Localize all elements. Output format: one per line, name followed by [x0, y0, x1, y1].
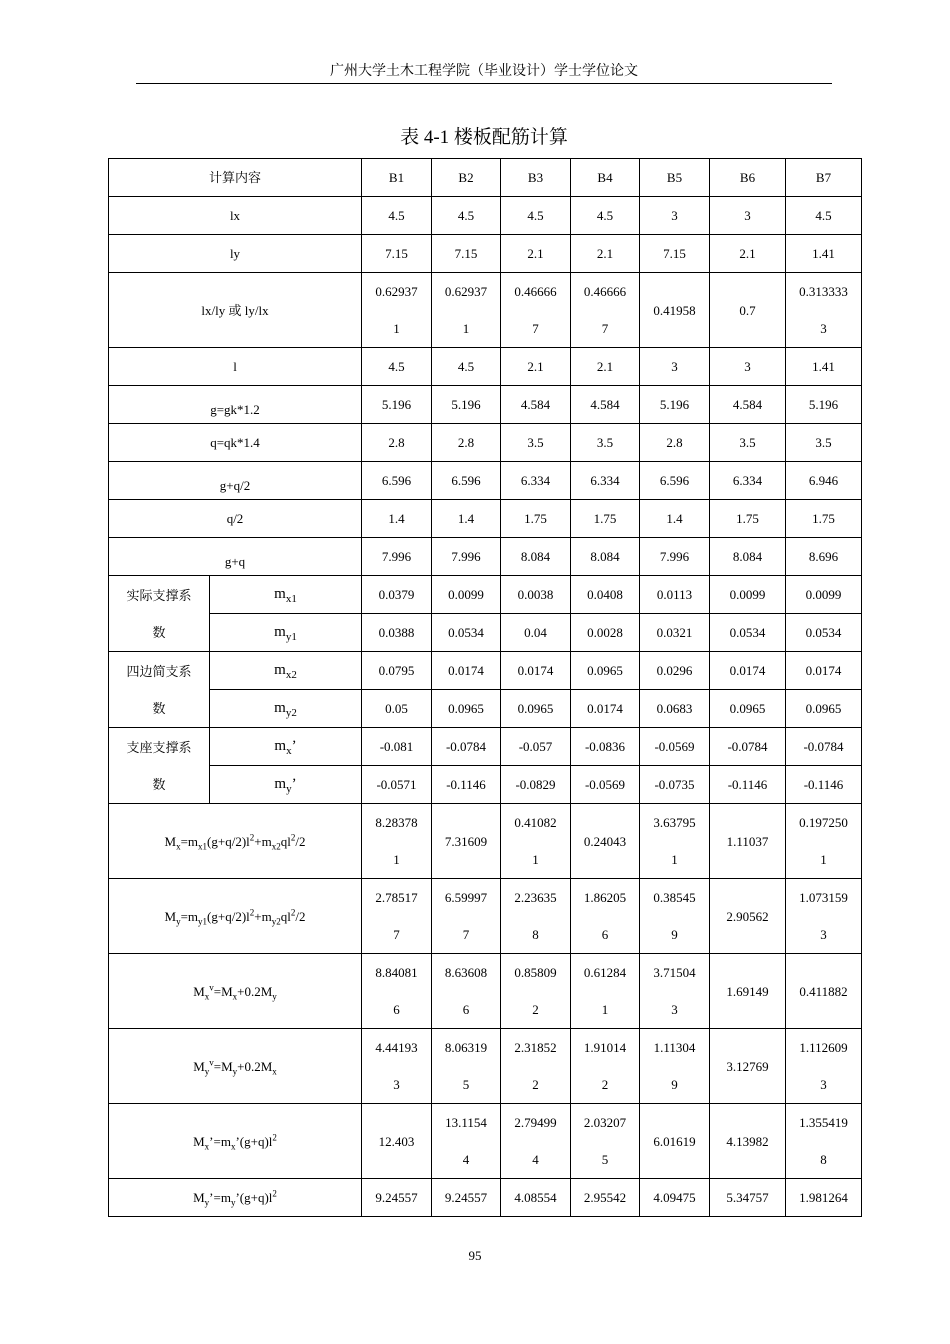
- cell: 8.696: [786, 538, 862, 576]
- cell: 2.03207 5: [571, 1104, 640, 1179]
- table-row-Mxv: [109, 954, 862, 1029]
- cell: 1.112609 3: [786, 1029, 862, 1104]
- formula-My: $M_y=m_{y1}(g+q/2)l^2+m_{y2}ql^2/2$: [109, 879, 362, 954]
- cell: 0.197250 1: [786, 804, 862, 879]
- cell: 0.61284 1: [571, 954, 640, 1029]
- cell: 12.403: [362, 1104, 432, 1179]
- cell: 2.31852 2: [501, 1029, 571, 1104]
- cell: -0.0735: [640, 766, 710, 804]
- cell: 1.4: [640, 500, 710, 538]
- cell: 8.63608 6: [432, 954, 501, 1029]
- row-label: lx/ly 或 ly/lx: [109, 273, 362, 348]
- cell: -0.0784: [786, 728, 862, 766]
- cell: 0.46666 7: [571, 273, 640, 348]
- cell: 0.0683: [640, 690, 710, 728]
- cell: -0.0569: [571, 766, 640, 804]
- formula-Mxv: $M_x^v=M_x+0.2M_y$: [109, 954, 362, 1029]
- cell: 0.46666 7: [501, 273, 571, 348]
- table-header-row: [109, 159, 862, 197]
- cell: 0.0099: [710, 576, 786, 614]
- coef-label-my-prime: $m_y$’: [210, 766, 362, 804]
- table-row-Mx: [109, 804, 862, 879]
- cell: 1.981264: [786, 1179, 862, 1217]
- cell: 7.996: [362, 538, 432, 576]
- table-row-q: [109, 424, 862, 462]
- table-row-ratio: [109, 273, 862, 348]
- cell: 2.79499 4: [501, 1104, 571, 1179]
- table-row-g: [109, 386, 862, 424]
- cell: 0.0795: [362, 652, 432, 690]
- cell: 6.596: [362, 462, 432, 500]
- cell: 8.084: [710, 538, 786, 576]
- cell: 3: [640, 197, 710, 235]
- cell: -0.1146: [786, 766, 862, 804]
- cell: 3.63795 1: [640, 804, 710, 879]
- cell: 2.90562: [710, 879, 786, 954]
- table-row-Myv: [109, 1029, 862, 1104]
- cell: 0.7: [710, 273, 786, 348]
- cell: 2.23635 8: [501, 879, 571, 954]
- cell: 3.5: [710, 424, 786, 462]
- coef-label-mx2: $m_{x2}$: [210, 652, 362, 690]
- cell: 4.584: [501, 386, 571, 424]
- cell: 0.38545 9: [640, 879, 710, 954]
- cell: 3.5: [571, 424, 640, 462]
- formula-Mx: $M_x=m_{x1}(g+q/2)l^2+m_{x2}ql^2/2$: [109, 804, 362, 879]
- row-label: g+q: [109, 538, 362, 576]
- cell: 13.1154 4: [432, 1104, 501, 1179]
- table-row-Mx-prime: [109, 1104, 862, 1179]
- row-label: q/2: [109, 500, 362, 538]
- group-label-actual-support: 实际支撑系 数: [109, 576, 210, 652]
- cell: 4.584: [710, 386, 786, 424]
- cell: 0.0174: [786, 652, 862, 690]
- cell: 4.5: [432, 197, 501, 235]
- coef-label-my2: $m_{y2}$: [210, 690, 362, 728]
- cell: 7.31609: [432, 804, 501, 879]
- coef-label-mx-prime: $m_x$’: [210, 728, 362, 766]
- slab-reinforcement-table: [108, 158, 862, 1217]
- cell: 5.196: [786, 386, 862, 424]
- cell: 6.334: [710, 462, 786, 500]
- cell: 0.0965: [786, 690, 862, 728]
- cell: 0.411882: [786, 954, 862, 1029]
- cell: 2.1: [501, 348, 571, 386]
- row-label: q=qk*1.4: [109, 424, 362, 462]
- cell: 0.41958: [640, 273, 710, 348]
- group-label-simple-support: 四边简支系 数: [109, 652, 210, 728]
- table-row-ly: [109, 235, 862, 273]
- cell: 1.355419 8: [786, 1104, 862, 1179]
- table-row-My: [109, 879, 862, 954]
- header-rule: [136, 83, 832, 84]
- cell: 0.0408: [571, 576, 640, 614]
- cell: 2.8: [432, 424, 501, 462]
- header-slab: B7: [786, 159, 862, 197]
- cell: 0.0965: [710, 690, 786, 728]
- cell: 0.0321: [640, 614, 710, 652]
- cell: 0.05: [362, 690, 432, 728]
- cell: 9.24557: [432, 1179, 501, 1217]
- cell: 4.08554: [501, 1179, 571, 1217]
- cell: 2.1: [571, 348, 640, 386]
- cell: 0.0534: [710, 614, 786, 652]
- page-number: 95: [468, 1248, 482, 1263]
- table-title: 表 4-1 楼板配筋计算: [400, 127, 568, 148]
- cell: 9.24557: [362, 1179, 432, 1217]
- cell: -0.081: [362, 728, 432, 766]
- table-row-l: [109, 348, 862, 386]
- cell: 0.85809 2: [501, 954, 571, 1029]
- cell: 6.596: [640, 462, 710, 500]
- cell: 4.13982: [710, 1104, 786, 1179]
- cell: 4.5: [362, 197, 432, 235]
- cell: -0.0784: [710, 728, 786, 766]
- cell: 1.41: [786, 235, 862, 273]
- table-row-my-prime: [109, 766, 862, 804]
- cell: 3.12769: [710, 1029, 786, 1104]
- cell: -0.0784: [432, 728, 501, 766]
- cell: 2.1: [501, 235, 571, 273]
- cell: 0.0174: [432, 652, 501, 690]
- table-row-g-plus-q: [109, 538, 862, 576]
- cell: 7.15: [640, 235, 710, 273]
- cell: 1.91014 2: [571, 1029, 640, 1104]
- formula-Myv: $M_y^v=M_y+0.2M_x$: [109, 1029, 362, 1104]
- coef-label-mx1: $m_{x1}$: [210, 576, 362, 614]
- cell: 0.0028: [571, 614, 640, 652]
- cell: 0.0174: [710, 652, 786, 690]
- cell: 0.0038: [501, 576, 571, 614]
- table-row-mx-prime: [109, 728, 862, 766]
- table-row-lx: [109, 197, 862, 235]
- header-slab: B1: [362, 159, 432, 197]
- cell: 3.5: [501, 424, 571, 462]
- cell: 2.78517 7: [362, 879, 432, 954]
- cell: 4.44193 3: [362, 1029, 432, 1104]
- cell: -0.1146: [710, 766, 786, 804]
- table-row-mx1: [109, 576, 862, 614]
- cell: 1.41: [786, 348, 862, 386]
- cell: 2.95542: [571, 1179, 640, 1217]
- cell: 6.334: [501, 462, 571, 500]
- cell: 4.5: [432, 348, 501, 386]
- cell: 1.75: [786, 500, 862, 538]
- cell: 2.8: [362, 424, 432, 462]
- cell: 5.196: [362, 386, 432, 424]
- cell: 1.11037: [710, 804, 786, 879]
- cell: 0.0174: [501, 652, 571, 690]
- cell: 5.196: [640, 386, 710, 424]
- cell: 1.69149: [710, 954, 786, 1029]
- cell: 1.073159 3: [786, 879, 862, 954]
- cell: -0.1146: [432, 766, 501, 804]
- cell: 1.4: [432, 500, 501, 538]
- cell: 0.0534: [786, 614, 862, 652]
- cell: 4.5: [501, 197, 571, 235]
- table-row-my2: [109, 690, 862, 728]
- cell: 0.313333 3: [786, 273, 862, 348]
- cell: 4.5: [362, 348, 432, 386]
- cell: 8.084: [571, 538, 640, 576]
- formula-My-prime: $M_y’=m_y’(g+q)l^2$: [109, 1179, 362, 1217]
- table-row-g-half-q: [109, 462, 862, 500]
- cell: -0.0571: [362, 766, 432, 804]
- cell: 5.196: [432, 386, 501, 424]
- cell: 0.0113: [640, 576, 710, 614]
- cell: 0.04: [501, 614, 571, 652]
- row-label: g=gk*1.2: [109, 386, 362, 424]
- cell: 2.1: [571, 235, 640, 273]
- group-label-bearing-support: 支座支撑系 数: [109, 728, 210, 804]
- cell: 1.4: [362, 500, 432, 538]
- cell: 0.41082 1: [501, 804, 571, 879]
- cell: 3: [640, 348, 710, 386]
- cell: 7.996: [432, 538, 501, 576]
- cell: 2.8: [640, 424, 710, 462]
- row-label: l: [109, 348, 362, 386]
- cell: 6.946: [786, 462, 862, 500]
- cell: 4.09475: [640, 1179, 710, 1217]
- header-slab: B5: [640, 159, 710, 197]
- cell: 7.15: [362, 235, 432, 273]
- coef-label-my1: $m_{y1}$: [210, 614, 362, 652]
- header-label: 计算内容: [109, 159, 362, 197]
- cell: 6.596: [432, 462, 501, 500]
- table-row-My-prime: [109, 1179, 862, 1217]
- running-header: 广州大学土木工程学院（毕业设计）学士学位论文: [330, 64, 638, 79]
- cell: 0.0296: [640, 652, 710, 690]
- cell: 0.0965: [571, 652, 640, 690]
- row-label: ly: [109, 235, 362, 273]
- cell: 3.71504 3: [640, 954, 710, 1029]
- cell: 8.28378 1: [362, 804, 432, 879]
- cell: 3: [710, 348, 786, 386]
- formula-Mx-prime: $M_x’=m_x’(g+q)l^2$: [109, 1104, 362, 1179]
- cell: 7.15: [432, 235, 501, 273]
- cell: -0.057: [501, 728, 571, 766]
- cell: 6.334: [571, 462, 640, 500]
- cell: 1.75: [571, 500, 640, 538]
- cell: -0.0836: [571, 728, 640, 766]
- cell: 1.11304 9: [640, 1029, 710, 1104]
- table-row-mx2: [109, 652, 862, 690]
- cell: 0.62937 1: [362, 273, 432, 348]
- cell: 0.0388: [362, 614, 432, 652]
- table-row-q-half: [109, 500, 862, 538]
- cell: 0.0379: [362, 576, 432, 614]
- cell: 2.1: [710, 235, 786, 273]
- cell: 3: [710, 197, 786, 235]
- cell: 0.0099: [432, 576, 501, 614]
- header-slab: B4: [571, 159, 640, 197]
- row-label: g+q/2: [109, 462, 362, 500]
- cell: 8.84081 6: [362, 954, 432, 1029]
- header-slab: B2: [432, 159, 501, 197]
- cell: 0.0965: [432, 690, 501, 728]
- cell: 0.62937 1: [432, 273, 501, 348]
- cell: 7.996: [640, 538, 710, 576]
- cell: 1.75: [710, 500, 786, 538]
- cell: 0.24043: [571, 804, 640, 879]
- cell: 4.5: [786, 197, 862, 235]
- cell: 1.86205 6: [571, 879, 640, 954]
- header-slab: B3: [501, 159, 571, 197]
- cell: 4.5: [571, 197, 640, 235]
- cell: 5.34757: [710, 1179, 786, 1217]
- cell: 6.01619: [640, 1104, 710, 1179]
- cell: 0.0174: [571, 690, 640, 728]
- table-row-my1: [109, 614, 862, 652]
- cell: 8.06319 5: [432, 1029, 501, 1104]
- cell: 4.584: [571, 386, 640, 424]
- cell: 3.5: [786, 424, 862, 462]
- cell: 6.59997 7: [432, 879, 501, 954]
- cell: 0.0965: [501, 690, 571, 728]
- cell: 0.0534: [432, 614, 501, 652]
- cell: 1.75: [501, 500, 571, 538]
- cell: 0.0099: [786, 576, 862, 614]
- cell: -0.0569: [640, 728, 710, 766]
- cell: -0.0829: [501, 766, 571, 804]
- row-label: lx: [109, 197, 362, 235]
- header-slab: B6: [710, 159, 786, 197]
- cell: 8.084: [501, 538, 571, 576]
